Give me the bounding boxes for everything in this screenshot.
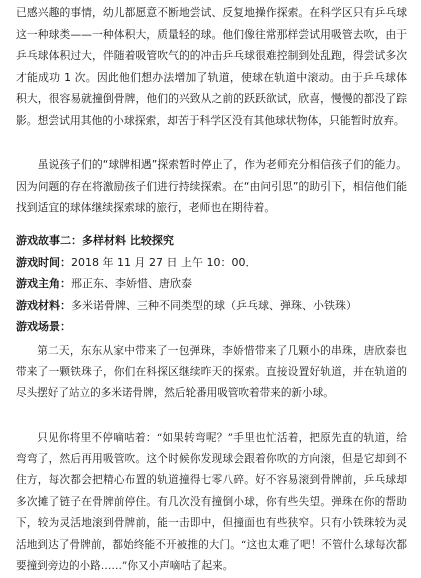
game-time-value: 2018 年 11 月 27 日 上午 10：00． (71, 255, 257, 269)
game-time-label: 游戏时间： (16, 255, 71, 269)
game-scene-label: 游戏场景： (16, 320, 71, 333)
document-page (16, 2, 407, 578)
game-material-line (16, 295, 407, 317)
game-role-label: 游戏主角： (16, 277, 71, 290)
story-title-label: 游戏故事二： (16, 234, 82, 247)
paragraph-ping-pong-attempt: 已感兴趣的事情，幼儿都愿意不断地尝试、反复地操作探索。在科学区只有乒乓球这一种球类——一种体积大，质量轻的球。他们像往常那样尝试用吸管去吹，由于乒乓球体积过大，伴随着吸管吹气的的冲击乒乓球很难控制到处乱跑，得尝试多次才能成功 1 次。因此他们想办法增加了轨道，使球在轨道中滚动。由于乒乓球体积大，很容易就撞倒骨牌，他们的兴致从之前的跃跃欲试，欣喜，慢慢的都没了踪影。想尝试用其他的小球探索，却苦于科学区没有其他球状物体，只能暂时放弃。 (16, 6, 407, 127)
game-role-line (16, 273, 407, 295)
game-scene-line (16, 316, 407, 338)
game-role-value: 邢正东、李娇惜、唐欣泰 (71, 277, 192, 290)
game-time-line (16, 252, 407, 274)
story-title-value: 多样材料 比较探究 (82, 234, 174, 247)
paragraph-teacher-reflection: 虽说孩子们的“球牌相遇”探索暂时停止了，作为老师充分相信孩子们的能力。因为问题的存在将激励孩子们进行持续探索。在“由问引思”的助引下，相信他们能找到适宜的球体继续探索球的旅行，老师也在期待着。 (16, 158, 407, 215)
game-material-label: 游戏材料： (16, 298, 71, 312)
story-title (16, 230, 407, 252)
game-material-value: 多米诺骨牌、三种不同类型的球（乒乓球、弹珠、小铁珠） (71, 298, 357, 312)
paragraph-curved-track: 只见你将里不停嘀咕着：“如果转弯呢？”手里也忙活着，把原先直的轨道，给弯弯了，然后再用吸管吹。这个时候你发现球会跟着你吹的方向滚，但是它却到不住方，每次都会把精心布置的轨道撞得七零八碎。好不容易滚到骨牌前，乒乓球却多次摊了链子在骨牌前停住。有几次没有撞倒小球，你有些失望。弹珠在你的帮助下，较为灵活地滚到骨牌前，能一击即中，但撞面也有些狭窄。只有小铁珠较为灵活地到达了骨牌前，都始终能不开被推的大门。“这也太难了吧！不管什么球每次都要撞到旁边的小路……”你又小声嘀咕了起来。 (16, 431, 407, 572)
paragraph-second-day: 第二天，东东从家中带来了一包弹珠，李娇惜带来了几颗小的串珠，唐欣泰也带来了一颗铁珠子，你们在科探区继续昨天的探索。直接设置好轨道，并在轨道的尽头摆好了站立的多米诺骨牌，然后轮番用吸管吹着带来的新小球。 (16, 344, 407, 400)
